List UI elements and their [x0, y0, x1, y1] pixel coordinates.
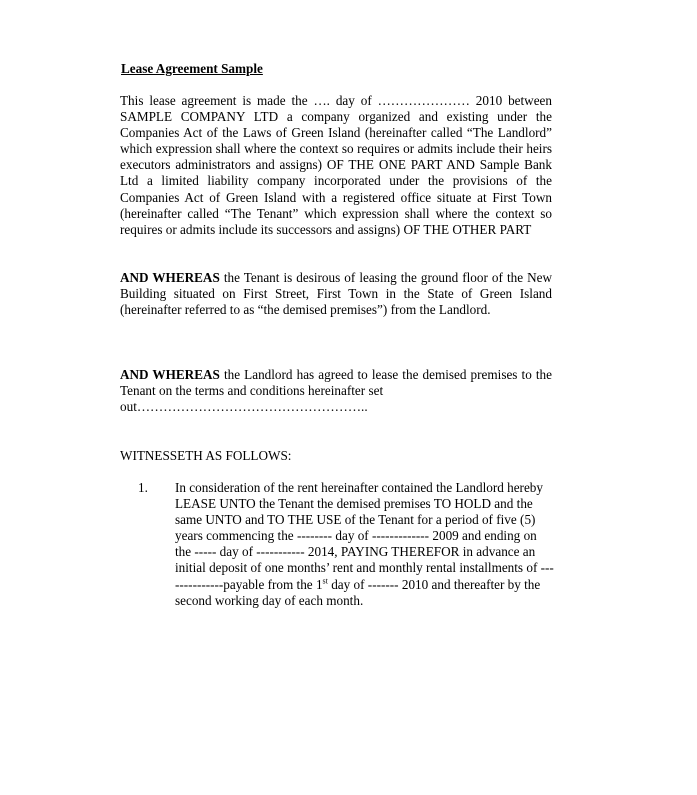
whereas-text: the Tenant is desirous of leasing the ground floor of the New Building situated on First Street, First Town in the State of Green Island (hereinafter referred to as “the demised premises”) from the Landlord. [120, 270, 552, 318]
witness-heading: WITNESSETH AS FOLLOWS: [120, 448, 292, 463]
clause-number: 1. [138, 480, 148, 495]
whereas-text: the Landlord has agreed to lease the demised premises to the Tenant on the terms and conditions hereinafter set [120, 367, 552, 399]
opening-paragraph: This lease agreement is made the …. day of ………………… 2010 between SAMPLE COMPANY LTD a company organized and existing under the Companies Act of the Laws of Green Island (hereinafter called “The Landlord” which expression shall where the context so requires or admits include their heirs executors administrators and assigns) OF THE ONE PART AND Sample Bank Ltd a limited liability company incorporated under the provisions of the Companies Act of Green Island with a registered office situate at First Town (hereinafter called “The Tenant” which expression shall where the context so requires or admits include its successors and assigns) OF THE OTHER PART [120, 93, 552, 237]
clause-text-main: In consideration of the rent hereinafter contained the Landlord hereby LEASE UNTO the Tenant the demised premises TO HOLD and the same UNTO and TO THE USE of the Tenant for a period of five (5) years commencing the -------- day of ------------- 2009 and ending on the ----- day of ----------- 2014, PAYING THEREFOR in advance an initial deposit of one months’ rent and monthly rental installments of --------------payable from the 1 [175, 480, 554, 592]
whereas-paragraph-2 [120, 367, 552, 415]
document-title: Lease Agreement Sample [121, 61, 263, 76]
clause-superscript: st [322, 576, 328, 586]
clause-list [120, 480, 560, 609]
whereas-lead: AND WHEREAS [120, 367, 220, 382]
whereas-last-line: out…………………………………………….. [120, 399, 368, 415]
whereas-paragraph-1 [120, 270, 552, 318]
clause-text [175, 480, 555, 609]
clause-text-end: day of ------- 2010 and thereafter by the second working day of each month. [175, 576, 541, 608]
whereas-lead: AND WHEREAS [120, 270, 220, 285]
clause-item [120, 480, 560, 609]
